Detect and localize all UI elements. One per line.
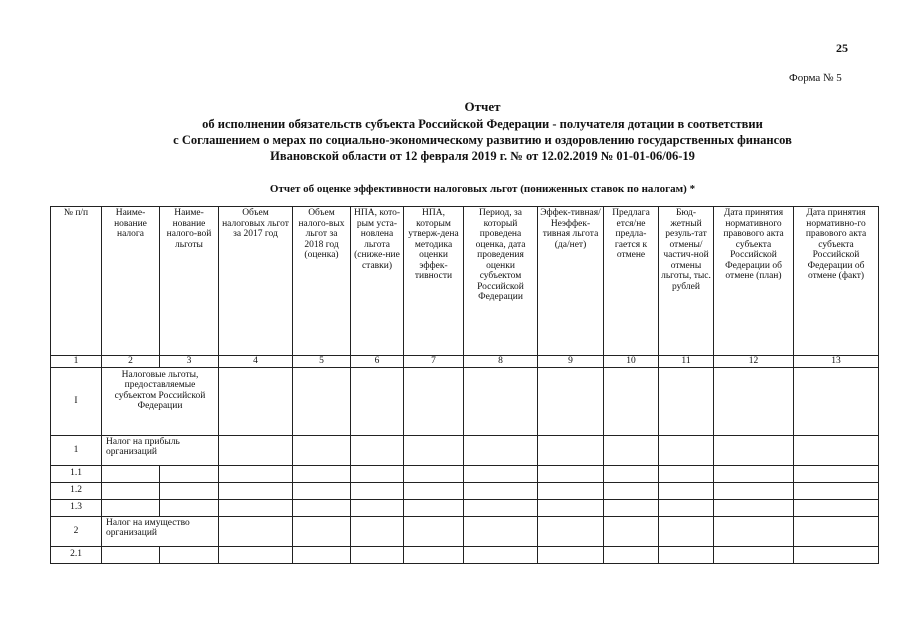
row-description bbox=[102, 499, 160, 516]
column-number: 4 bbox=[219, 356, 293, 368]
column-header: Предлага ется/не предла-гается к отмене bbox=[604, 207, 659, 356]
row-number: I bbox=[51, 367, 102, 435]
page-number: 25 bbox=[836, 41, 848, 55]
column-header: Дата принятия нормативно-го правового акта субъекта Российской Федерации об отмене (факт) bbox=[794, 207, 879, 356]
column-number: 7 bbox=[404, 356, 464, 368]
row-description bbox=[102, 465, 160, 482]
row-number: 1.1 bbox=[51, 465, 102, 482]
report-title-line-3: с Соглашением о мерах по социально-экономическому развитию и оздоровлению государственных финансов bbox=[173, 133, 792, 147]
column-number: 2 bbox=[102, 356, 160, 368]
column-number: 1 bbox=[51, 356, 102, 368]
table-row bbox=[51, 516, 879, 546]
row-number: 1.3 bbox=[51, 499, 102, 516]
column-number: 5 bbox=[293, 356, 351, 368]
column-header: Наиме-нование налого-вой льготы bbox=[160, 207, 219, 356]
table-row bbox=[51, 499, 879, 516]
table-row bbox=[51, 367, 879, 435]
column-header: Бюд-жетный резуль-тат отмены/ частич-ной отмены льготы, тыс. рублей bbox=[659, 207, 714, 356]
column-number: 8 bbox=[464, 356, 538, 368]
table-row bbox=[51, 465, 879, 482]
table-title: Отчет об оценке эффективности налоговых льгот (пониженных ставок по налогам) * bbox=[269, 183, 696, 195]
tax-benefits-table bbox=[50, 206, 879, 564]
column-number: 10 bbox=[604, 356, 659, 368]
table-header-row bbox=[51, 207, 879, 356]
column-header: Наиме-нование налога bbox=[102, 207, 160, 356]
column-header: Дата принятия нормативного правового акта субъекта Российской Федерации об отмене (план) bbox=[714, 207, 794, 356]
column-header: Эффек-тивная/ Неэффек-тивная льгота (да/нет) bbox=[538, 207, 604, 356]
column-number: 13 bbox=[794, 356, 879, 368]
report-title: Отчет bbox=[464, 99, 501, 114]
row-description: Налог на прибыль организаций bbox=[102, 435, 219, 465]
column-header: НПА, кото-рым уста-новлена льгота (сниже-ние ставки) bbox=[351, 207, 404, 356]
row-description bbox=[102, 482, 160, 499]
report-title-line-2: об исполнении обязательств субъекта Российской Федерации - получателя дотации в соответствии bbox=[202, 117, 763, 131]
row-number: 2.1 bbox=[51, 546, 102, 563]
column-header: Объем налоговых льгот за 2017 год bbox=[219, 207, 293, 356]
form-label: Форма № 5 bbox=[789, 72, 842, 84]
report-title-line-4: Ивановской области от 12 февраля 2019 г. № от 12.02.2019 № 01-01-06/06-19 bbox=[270, 149, 695, 163]
column-number: 9 bbox=[538, 356, 604, 368]
column-header: Период, за который проведена оценка, дата проведения оценки субъектом Российской Федерации bbox=[464, 207, 538, 356]
row-description bbox=[102, 546, 160, 563]
row-description: Налоговые льготы, предоставляемые субъектом Российской Федерации bbox=[102, 367, 219, 435]
column-number-row bbox=[51, 356, 879, 368]
column-number: 6 bbox=[351, 356, 404, 368]
table-row bbox=[51, 546, 879, 563]
row-number: 1 bbox=[51, 435, 102, 465]
table-row bbox=[51, 482, 879, 499]
column-header: № п/п bbox=[51, 207, 102, 356]
column-number: 12 bbox=[714, 356, 794, 368]
row-number: 1.2 bbox=[51, 482, 102, 499]
row-description: Налог на имущество организаций bbox=[102, 516, 219, 546]
column-number: 3 bbox=[160, 356, 219, 368]
table-row bbox=[51, 435, 879, 465]
column-header: Объем налого-вых льгот за 2018 год (оценка) bbox=[293, 207, 351, 356]
column-header: НПА, которым утверж-дена методика оценки эффек-тивности bbox=[404, 207, 464, 356]
column-number: 11 bbox=[659, 356, 714, 368]
row-number: 2 bbox=[51, 516, 102, 546]
